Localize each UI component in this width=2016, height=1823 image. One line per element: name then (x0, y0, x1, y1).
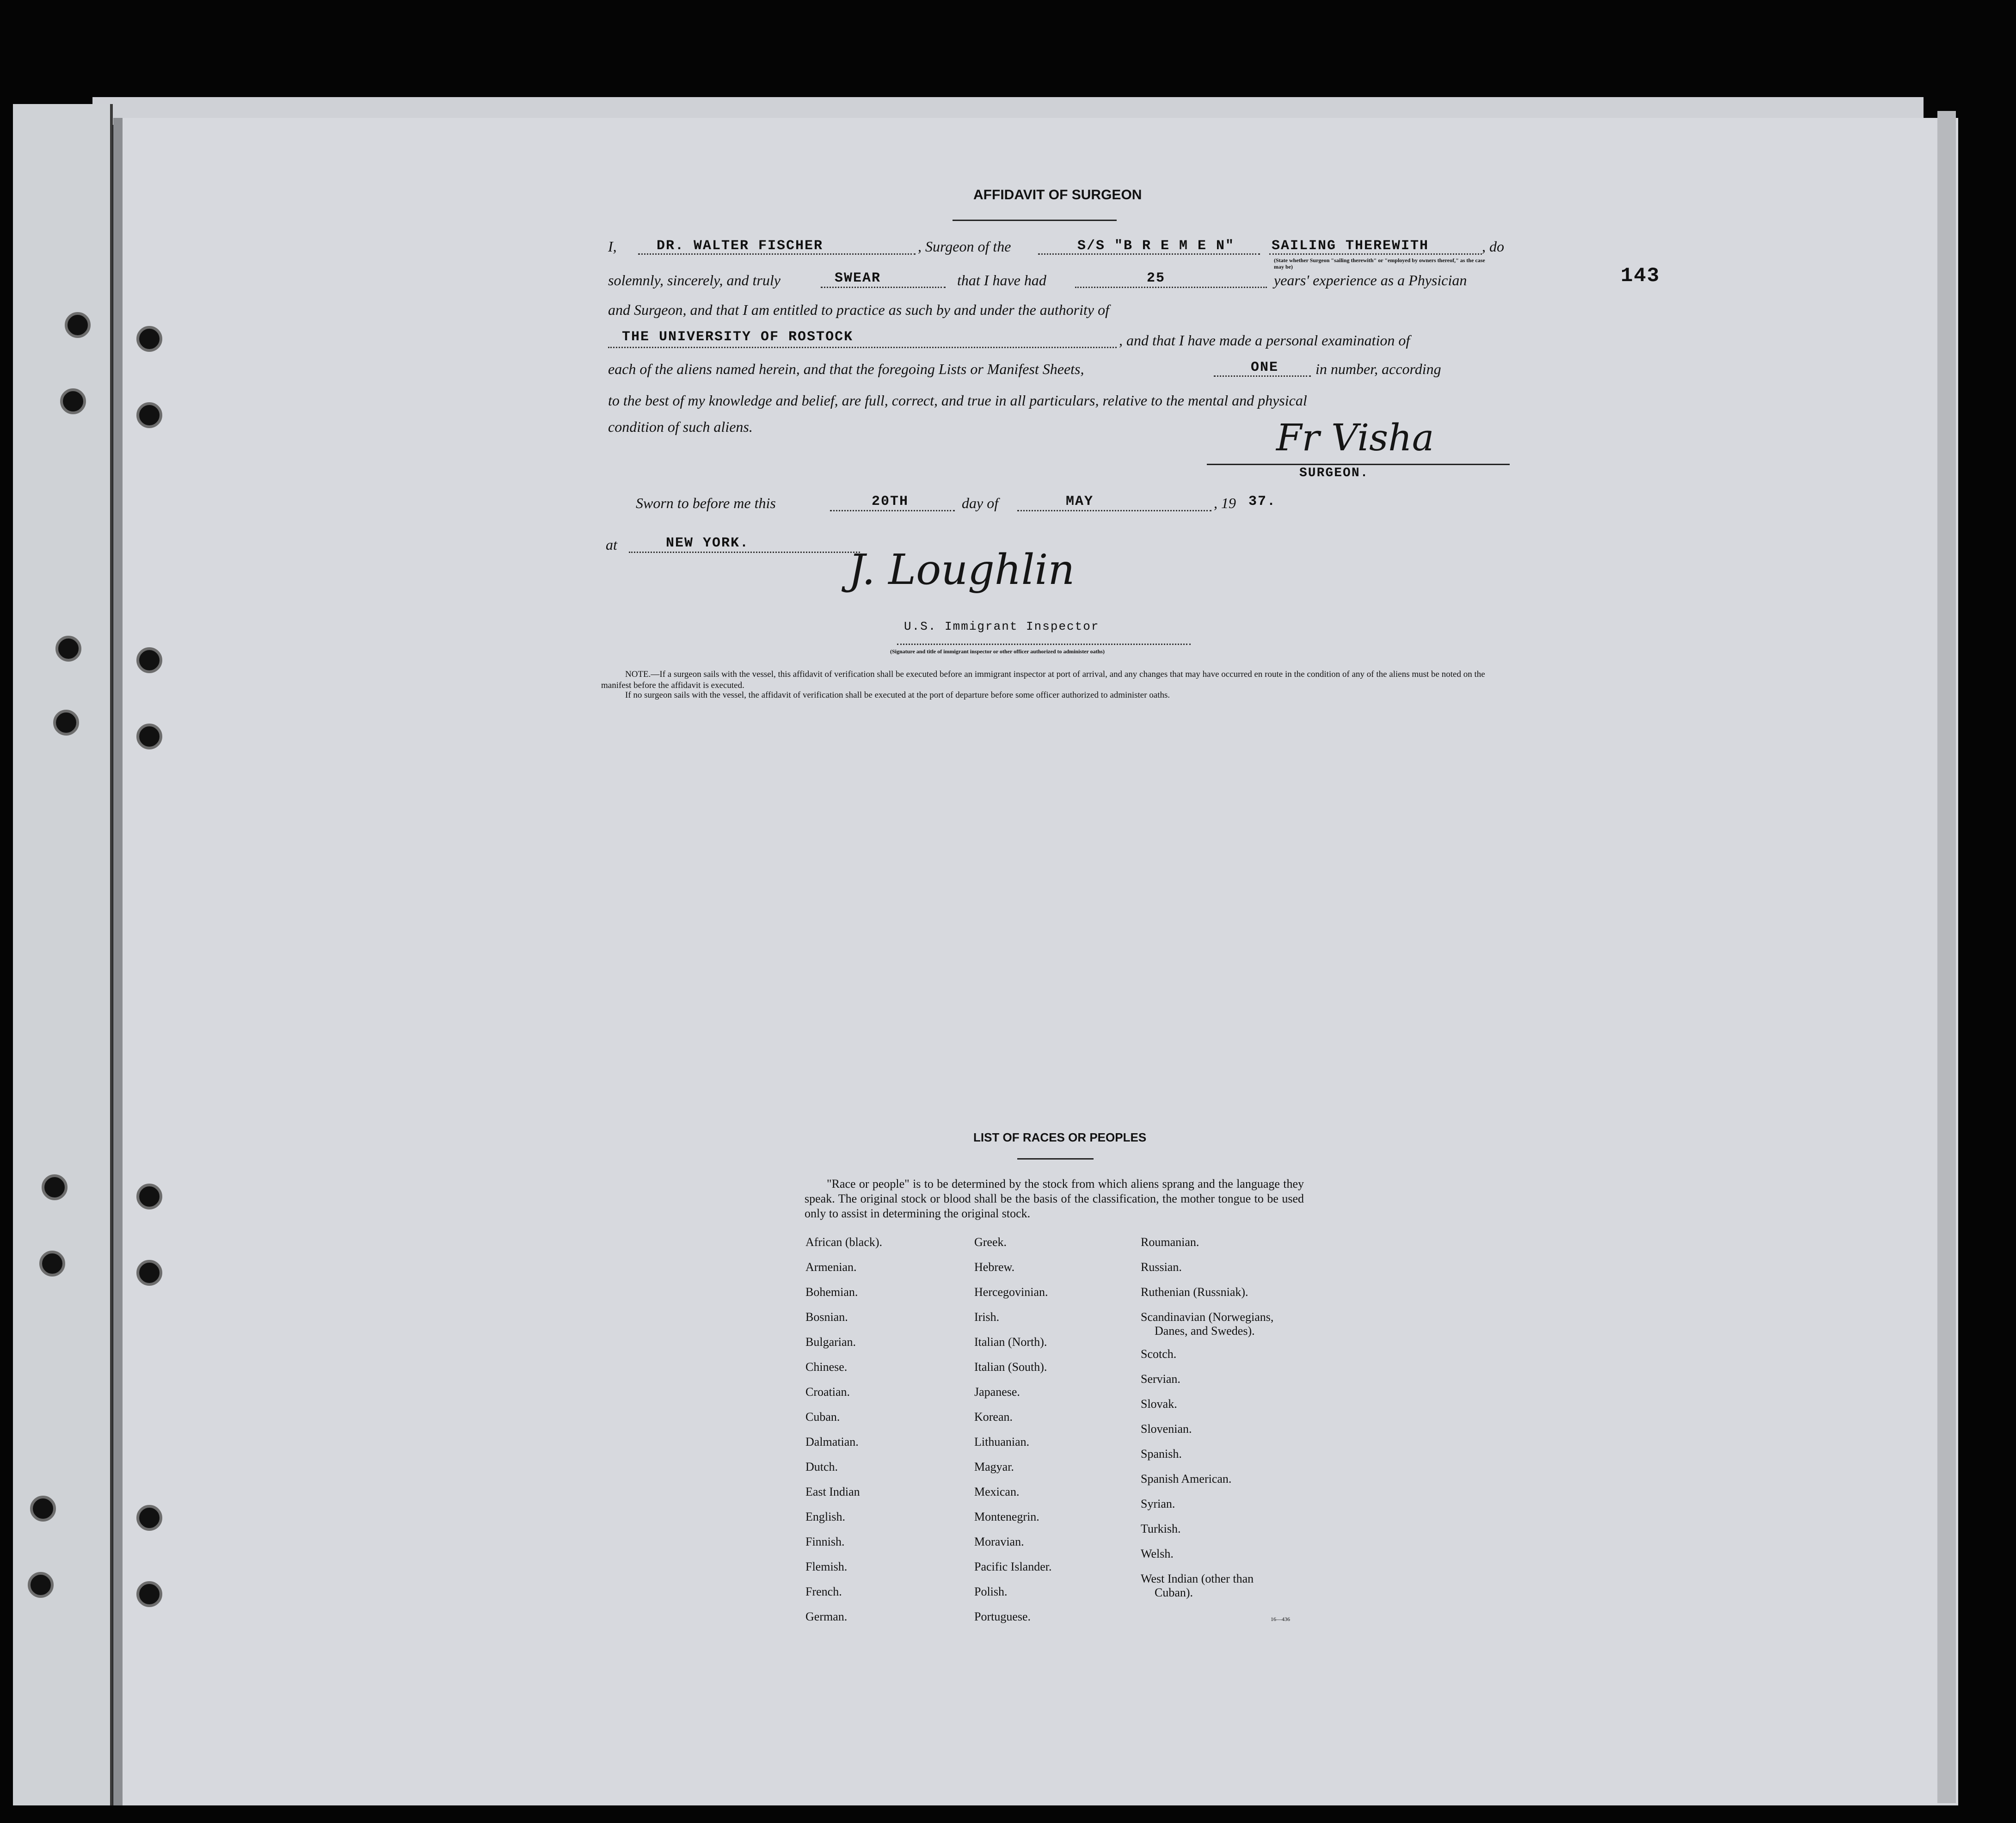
race-item: Finnish. (805, 1535, 845, 1548)
text-solemnly: solemnly, sincerely, and truly (608, 272, 781, 288)
race-item: Irish. (974, 1310, 1000, 1324)
race-item: Moravian. (974, 1535, 1024, 1548)
race-item: Dutch. (805, 1460, 838, 1473)
race-item: Russian. (1141, 1260, 1182, 1274)
race-item: Chinese. (805, 1360, 848, 1374)
punch-hole (136, 647, 162, 673)
text-in-number: in number, according (1315, 361, 1441, 377)
page-fold-shadow (113, 118, 123, 1805)
text-each-alien: each of the aliens named herein, and that the foregoing Lists or Manifest Sheets, (608, 361, 1084, 377)
inspector-line (897, 644, 1191, 645)
race-item: Danes, and Swedes). (1155, 1324, 1255, 1338)
authority-name: THE UNIVERSITY OF ROSTOCK (622, 329, 854, 345)
surgeon-name: DR. WALTER FISCHER (657, 238, 824, 254)
sworn-place: NEW YORK. (666, 535, 750, 551)
race-item: Slovak. (1141, 1397, 1177, 1411)
race-item: Servian. (1141, 1372, 1180, 1386)
sheets-line (1214, 375, 1311, 377)
race-item: Scotch. (1141, 1347, 1177, 1361)
sailing-status: SAILING THEREWITH (1272, 238, 1429, 254)
race-item: Korean. (974, 1410, 1013, 1424)
surgeon-label: SURGEON. (1299, 466, 1369, 480)
inspector-title: U.S. Immigrant Inspector (904, 620, 1100, 633)
sworn-year: 37. (1248, 494, 1277, 509)
inspector-hint: (Signature and title of immigrant inspector or other officer authorized to administer oaths) (890, 648, 1105, 655)
sworn-month: MAY (1066, 494, 1094, 509)
punch-hole (136, 402, 162, 428)
races-intro: "Race or people" is to be determined by the stock from which aliens sprang and the language they speak. The original stock or blood shall be the basis of the classification, the mother tongue to be used only to assist in determining the original stock. (805, 1177, 1304, 1220)
day-line (830, 510, 955, 511)
oath-line (821, 287, 946, 288)
text-sworn: Sworn to before me this (636, 495, 776, 511)
race-item: Polish. (974, 1585, 1008, 1598)
punch-hole (39, 1251, 65, 1277)
race-item: East Indian (805, 1485, 860, 1498)
race-item: Armenian. (805, 1260, 857, 1274)
inspector-signature: J. Loughlin (848, 546, 1075, 594)
years-experience: 25 (1147, 270, 1166, 286)
text-i: I, (608, 238, 617, 255)
race-item: Hercegovinian. (974, 1285, 1048, 1299)
punch-hole (60, 388, 86, 414)
place-line (629, 552, 860, 553)
form-code: 16—436 (1271, 1616, 1290, 1622)
sworn-day: 20TH (872, 494, 909, 509)
race-item: Welsh. (1141, 1547, 1174, 1560)
sailing-hint: (State whether Surgeon "sailing therewith" or "employed by owners thereof," as the case may be) (1274, 257, 1485, 270)
races-title: LIST OF RACES OR PEOPLES (973, 1130, 1147, 1144)
race-item: Hebrew. (974, 1260, 1015, 1274)
race-item: Montenegrin. (974, 1510, 1039, 1523)
text-at: at (606, 536, 617, 553)
punch-hole (136, 1505, 162, 1531)
punch-hole (65, 312, 91, 338)
race-item: Mexican. (974, 1485, 1020, 1498)
race-item: Cuban. (805, 1410, 840, 1424)
race-item: Pacific Islander. (974, 1560, 1052, 1573)
years-line (1075, 287, 1267, 288)
race-item: Italian (North). (974, 1335, 1047, 1349)
text-years-experience: years' experience as a Physician (1274, 272, 1467, 288)
race-item: Syrian. (1141, 1497, 1175, 1510)
affidavit-title: AFFIDAVIT OF SURGEON (973, 187, 1142, 203)
text-that-i-have: that I have had (957, 272, 1046, 288)
note-paragraph-1: NOTE.—If a surgeon sails with the vessel, this affidavit of verification shall be executed before an immigrant inspector at port of arrival, and any changes that may have occurred en route in the condition of any of the aliens must be noted on the manifest before the affidavit is executed. (601, 669, 1485, 690)
binding-strip (13, 104, 113, 1805)
race-item: Dalmatian. (805, 1435, 859, 1449)
text-to-best: to the best of my knowledge and belief, are full, correct, and true in all particulars, relative to the mental and physical (608, 392, 1307, 409)
race-item: Scandinavian (Norwegians, (1141, 1310, 1274, 1324)
page-number: 143 (1621, 264, 1660, 288)
text-and-that: , and that I have made a personal examination of (1119, 332, 1410, 349)
races-title-rule (1017, 1158, 1094, 1160)
page-right-edge (1937, 111, 1956, 1803)
race-item: Roumanian. (1141, 1235, 1199, 1249)
punch-hole (136, 1260, 162, 1286)
race-item: Spanish. (1141, 1447, 1182, 1461)
race-item: Bosnian. (805, 1310, 848, 1324)
race-item: Cuban). (1155, 1586, 1193, 1599)
punch-hole (136, 326, 162, 352)
oath-type: SWEAR (835, 270, 881, 286)
punch-hole (30, 1496, 56, 1522)
race-item: French. (805, 1585, 842, 1598)
race-item: Flemish. (805, 1560, 848, 1573)
surgeon-signature-line (1207, 464, 1510, 465)
surgeon-signature: Fr Visha (1276, 416, 1434, 459)
punch-hole (55, 636, 81, 662)
race-item: English. (805, 1510, 845, 1523)
note-paragraph-2: If no surgeon sails with the vessel, the affidavit of verification shall be executed at the port of departure before some officer authorized to administer oaths. (625, 690, 1170, 700)
race-item: Magyar. (974, 1460, 1014, 1473)
race-item: Japanese. (974, 1385, 1020, 1399)
race-item: Ruthenian (Russniak). (1141, 1285, 1248, 1299)
race-item: Portuguese. (974, 1610, 1031, 1623)
race-item: Croatian. (805, 1385, 850, 1399)
text-do: , do (1482, 238, 1504, 255)
manifest-sheets: ONE (1251, 360, 1279, 375)
race-item: Turkish. (1141, 1522, 1181, 1535)
text-condition: condition of such aliens. (608, 418, 753, 435)
race-item: Slovenian. (1141, 1422, 1192, 1436)
text-day-of: day of (962, 495, 999, 511)
punch-hole (136, 1581, 162, 1607)
race-item: African (black). (805, 1235, 883, 1249)
text-and-surgeon: and Surgeon, and that I am entitled to practice as such by and under the authority of (608, 301, 1109, 318)
race-item: Bulgarian. (805, 1335, 856, 1349)
title-rule (953, 220, 1117, 221)
race-item: Bohemian. (805, 1285, 858, 1299)
punch-hole (28, 1572, 54, 1598)
race-item: Lithuanian. (974, 1435, 1030, 1449)
month-line (1017, 510, 1211, 511)
race-item: German. (805, 1610, 848, 1623)
punch-hole (53, 710, 79, 736)
ship-name: S/S "B R E M E N" (1077, 238, 1235, 254)
text-19: , 19 (1214, 495, 1236, 511)
race-item: Italian (South). (974, 1360, 1047, 1374)
punch-hole (136, 1184, 162, 1209)
punch-hole (42, 1174, 68, 1200)
race-item: Spanish American. (1141, 1472, 1232, 1485)
authority-line (608, 347, 1117, 348)
punch-hole (136, 724, 162, 749)
text-surgeon-of: , Surgeon of the (918, 238, 1011, 255)
race-item: West Indian (other than (1141, 1572, 1254, 1585)
race-item: Greek. (974, 1235, 1007, 1249)
